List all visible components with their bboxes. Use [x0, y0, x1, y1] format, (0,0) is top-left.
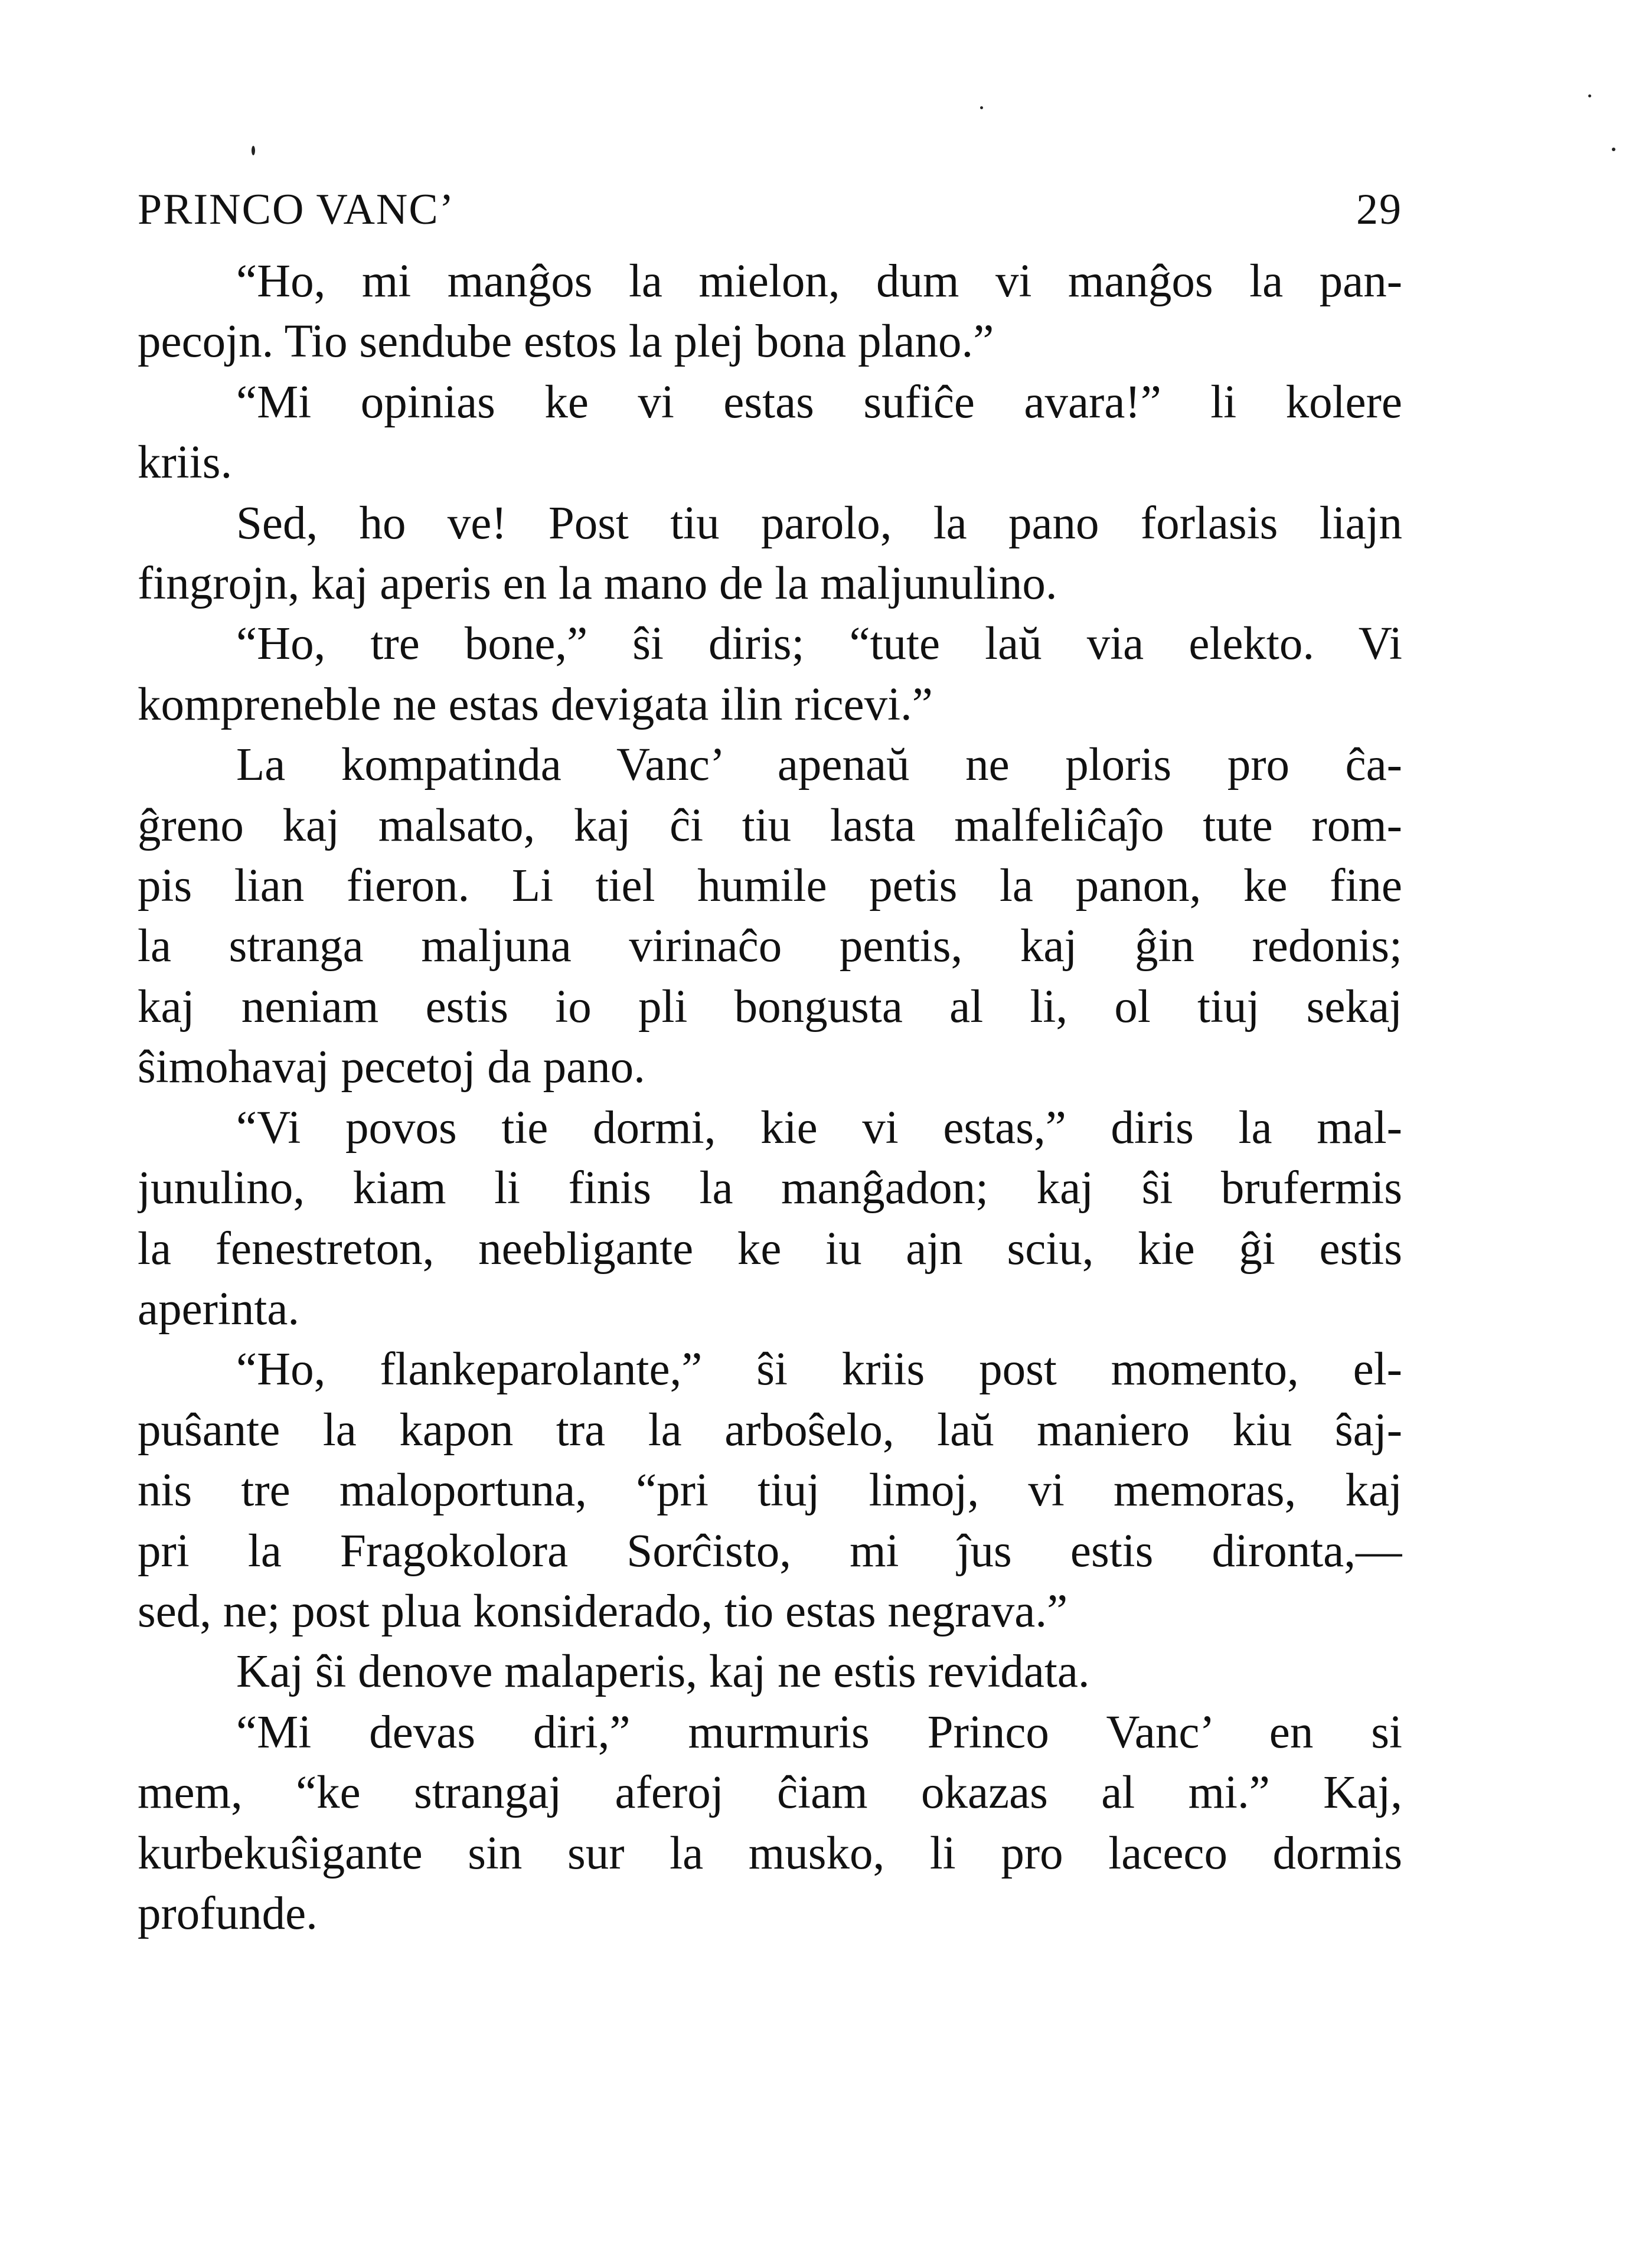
text-line: “Ho, mi manĝos la mielon, dum vi manĝos la pan-: [236, 256, 1402, 307]
text-line: junulino, kiam li finis la manĝadon; kaj ŝi brufermis: [138, 1162, 1402, 1214]
paragraph: [138, 1098, 1402, 1340]
text-line: pis lian fieron. Li tiel humile petis la panon, ke fine: [138, 860, 1402, 912]
text-line: puŝante la kapon tra la arboŝelo, laŭ maniero kiu ŝaj-: [138, 1404, 1402, 1456]
text-line: aperinta.: [138, 1283, 300, 1335]
text-line: Sed, ho ve! Post tiu parolo, la pano forlasis liajn: [236, 497, 1402, 549]
text-line: “Mi opinias ke vi estas sufiĉe avara!” li kolere: [236, 376, 1402, 428]
text-line: “Ho, flankeparolante,” ŝi kriis post momento, el-: [236, 1344, 1402, 1396]
text-line: “Vi povos tie dormi, kie vi estas,” diris la mal-: [236, 1102, 1402, 1154]
print-speck: [1588, 94, 1591, 97]
text-line: “Ho, tre bone,” ŝi diris; “tute laŭ via elekto. Vi: [236, 618, 1402, 670]
paragraph: [138, 373, 1402, 494]
paragraph: [138, 1703, 1402, 1945]
text-line: Kaj ŝi denove malaperis, kaj ne estis revidata.: [236, 1646, 1090, 1698]
text-line: ŝimohavaj pecetoj da pano.: [138, 1041, 645, 1093]
running-head: [138, 177, 1402, 242]
paragraph: [138, 735, 1402, 1097]
text-line: kaj neniam estis io pli bongusta al li, ol tiuj sekaj: [138, 981, 1402, 1033]
text-line: sed, ne; post plua konsiderado, tio estas negrava.”: [138, 1585, 1068, 1637]
paragraph: [138, 494, 1402, 615]
text-line: pecojn. Tio sendube estos la plej bona plano.”: [138, 316, 994, 368]
paragraph: [138, 251, 1402, 373]
text-line: kriis.: [138, 437, 233, 489]
text-line: ĝreno kaj malsato, kaj ĉi tiu lasta malfeliĉaĵo tute rom-: [138, 799, 1402, 851]
text-line: profunde.: [138, 1887, 318, 1939]
paragraph: [138, 1642, 1402, 1702]
text-line: la stranga maljuna virinaĉo pentis, kaj ĝin redonis;: [138, 920, 1402, 972]
text-line: kompreneble ne estas devigata ilin ricevi.”: [138, 678, 933, 730]
running-title: PRINCO VANC’: [138, 185, 455, 234]
text-line: nis tre maloportuna, “pri tiuj limoj, vi memoras, kaj: [138, 1465, 1402, 1517]
text-line: La kompatinda Vanc’ apenaŭ ne ploris pro ĉa-: [236, 739, 1402, 791]
page-number: 29: [1356, 185, 1402, 234]
text-line: la fenestreton, neebligante ke iu ajn sciu, kie ĝi estis: [138, 1223, 1402, 1275]
text-line: fingrojn, kaj aperis en la mano de la maljunulino.: [138, 558, 1057, 610]
text-line: pri la Fragokolora Sorĉisto, mi ĵus estis dironta,—: [138, 1525, 1402, 1577]
paragraph: [138, 614, 1402, 735]
print-speck: [252, 146, 255, 155]
paragraph: [138, 1340, 1402, 1642]
print-speck: [980, 106, 983, 109]
text-line: “Mi devas diri,” murmuris Princo Vanc’ en si: [236, 1706, 1402, 1758]
text-line: mem, “ke strangaj aferoj ĉiam okazas al mi.” Kaj,: [138, 1767, 1402, 1819]
print-speck: [1612, 148, 1615, 151]
text-line: kurbekuŝigante sin sur la musko, li pro laceco dormis: [138, 1827, 1402, 1879]
body-text: [138, 251, 1402, 1944]
